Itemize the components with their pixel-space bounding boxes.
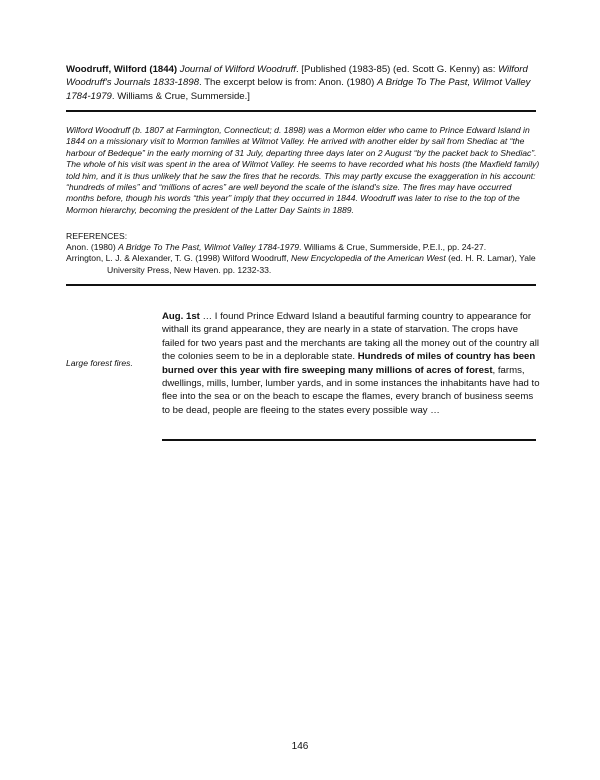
top-divider	[66, 110, 536, 112]
references-section	[66, 231, 546, 276]
publication-info: . [Published (1983-85) (ed. Scott G. Kenny) as:	[295, 64, 499, 75]
reference-publisher: . Williams & Crue, Summerside, P.E.I., pp. 24-27.	[299, 242, 487, 253]
excerpt-publisher: . Williams & Crue, Summerside.]	[111, 90, 250, 102]
reference-authors: Anon. (1980)	[66, 242, 119, 253]
entry-text-end: , farms, dwellings, mills, lumber, lumber yards, and in some instances the inhabitants have had to flee into the sea or on the beach to escape the flames, every branch of business seems to be dead, people are fleeing to the states every possible way …	[162, 364, 540, 416]
middle-divider	[66, 284, 536, 286]
journal-entry	[162, 310, 540, 417]
reference-title: New Encyclopedia of the American West	[290, 253, 446, 264]
entry-text-start: … I found Prince Edward Island a beautiful farming country to appearance for withall its grand appearance, they are nearly in a state of starvation. The crops have failed for two years past and the merchants are taking all the money out of the country all the colonies seem to be in a deplorable state.	[162, 311, 540, 363]
reference-item	[66, 253, 546, 275]
reference-title: A Bridge To The Past, Wilmot Valley 1784-1979	[118, 242, 300, 253]
reference-publisher: (ed. H. R. Lamar), Yale University Press, New Haven. pp. 1232-33.	[107, 253, 536, 275]
margin-note: Large forest fires.	[66, 358, 133, 368]
page-number: 146	[291, 741, 309, 752]
entry-highlight: Hundreds of miles of country has been burned over this year with fire sweeping many millions of acres of forest	[162, 351, 536, 376]
entry-date: Aug. 1st	[162, 311, 200, 322]
intro-paragraph: Wilford Woodruff (b. 1807 at Farmington, Connecticut; d. 1898) was a Mormon elder who came to Prince Edward Island in 1844 on a missionary visit to Mormon families at Wilmot Valley. He arrived with another elder by sail from Shediac at “the harbour of Bedeque” in the early morning of 31 July, departing three days later on 2 August “by the packet back to Shediac”. The whole of his visit was spent in the area of Wilmot Valley. He seems to have recorded what his hosts (the Maxfield family) told him, and it is thus unlikely that he saw the fires that he records. This may partly excuse the exaggeration in his account: “hundreds of miles” and “millions of acres” are well beyond the scale of the island's size. The fires may have occurred months before, though his words “this year” imply that they occurred in 1844. Woodruff was later to rise to the top of the Mormon hierarchy, becoming the president of the Latter Day Saints in 1889.	[66, 125, 540, 215]
excerpt-title: A Bridge To The Past, Wilmot Valley 1784-1979	[66, 77, 531, 102]
author-year: Woodruff, Wilford (1844)	[66, 64, 178, 75]
journal-title: Journal of Wilford Woodruff	[179, 64, 296, 75]
bottom-divider	[162, 439, 536, 441]
source-citation	[66, 63, 540, 103]
references-heading: REFERENCES:	[66, 231, 128, 241]
reference-item	[66, 242, 546, 253]
excerpt-intro: . The excerpt below is from: Anon. (1980)	[199, 77, 377, 89]
reference-authors: Arrington, L. J. & Alexander, T. G. (1998) Wilford Woodruff,	[66, 253, 291, 264]
published-title: Wilford Woodruff's Journals 1833-1898	[66, 64, 528, 89]
